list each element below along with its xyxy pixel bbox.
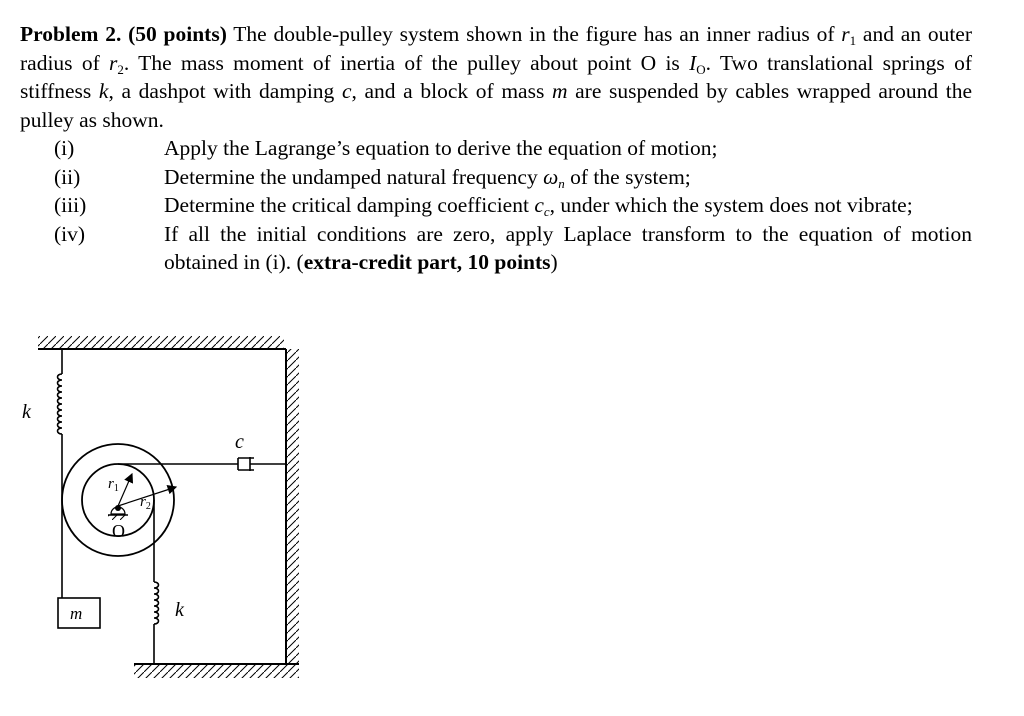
pivot-label: O [112,521,125,541]
problem-statement [20,20,972,277]
floor-support [134,664,299,678]
right-spring [154,582,159,664]
item-text: Determine the critical damping coefficient $c_c$, under which the system does not vibrate; [164,193,913,219]
item-text: Apply the Lagrange’s equation to derive the equation of motion; [164,136,718,160]
right-spring-label: k [175,599,184,621]
task-item-4 [20,220,972,277]
item-number: (iv) [54,221,86,246]
dashpot-label: c [235,431,244,453]
item-number: (i) [54,136,75,160]
dashpot [238,457,286,471]
task-item-3 [20,191,972,220]
left-spring-label: k [22,401,31,423]
ceiling-support [38,336,286,349]
problem-heading: Problem 2. (50 points) [20,22,227,46]
left-spring [58,349,63,500]
r1-label: $r_1$ [108,476,119,494]
pulley-system-figure [0,300,340,710]
right-wall [286,349,299,664]
item-number: (iii) [54,193,87,217]
item-text: Determine the undamped natural frequency $\omega_n$ of the system; [164,164,691,191]
r1-arrow [118,474,132,506]
item-text: If all the initial conditions are zero, apply Laplace transform to the equation of motion obtained in (i). (extra-credit part, 10 points) [164,221,972,274]
mass-label: m [70,604,83,623]
task-item-1 [20,134,972,163]
problem-intro: Problem 2. (50 points) The double-pulley system shown in the figure has an inner radius of $r_1$ and an outer radius of $r_2$. The mass moment of inertia of the pulley about point O is $I_O$. Two translational springs of stiffness k, a dashpot with damping c, and a block of mass m are suspended by cables wrapped around the pulley as shown. [20,22,973,132]
pivot-support [108,505,128,520]
r2-label: $r_2$ [140,494,151,512]
item-number: (ii) [54,164,81,189]
task-item-2 [20,163,972,192]
